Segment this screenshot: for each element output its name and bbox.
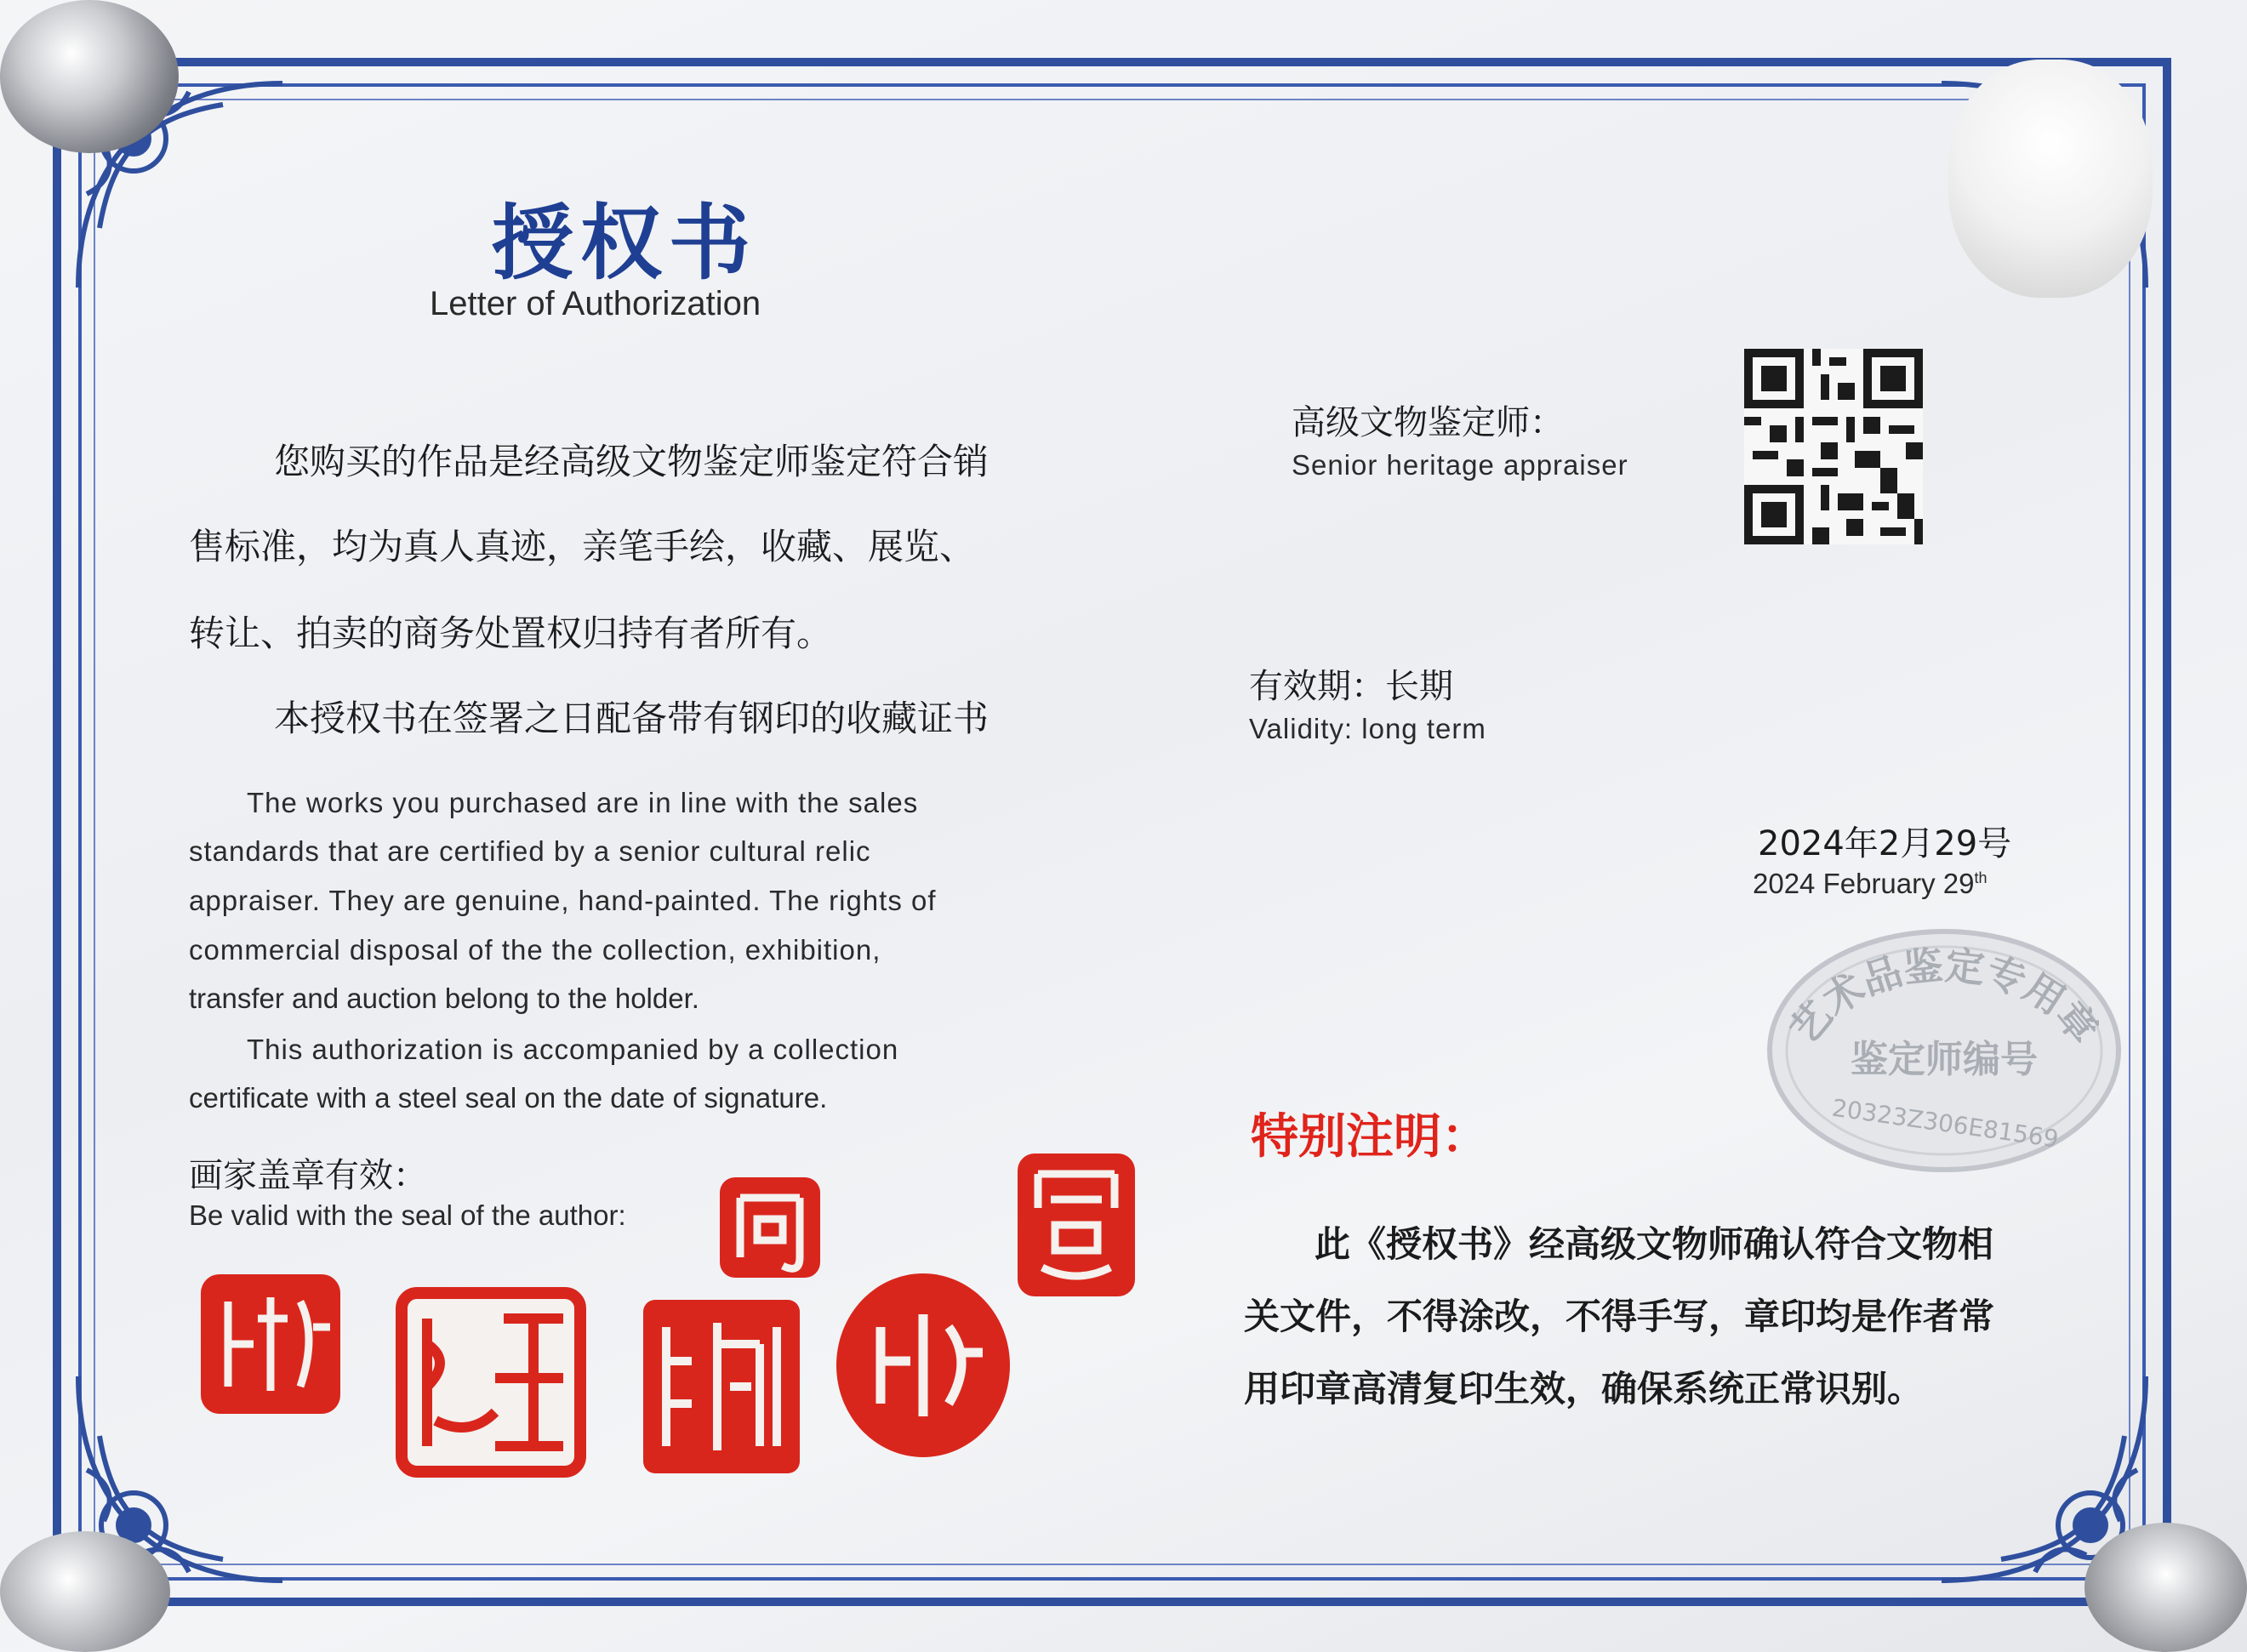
body-en-line: transfer and auction belong to the holder. [189,983,699,1014]
seal-note-en: Be valid with the seal of the author: [189,1199,626,1231]
date-en-suffix: th [1974,869,1988,886]
metal-pin-icon [0,1531,170,1652]
appraiser-label-cn: 高级文物鉴定师： [1292,403,1564,442]
seal-number: 20323Z306E81569 [1830,1093,2061,1154]
validity-label-en: Validity: long term [1249,713,1486,744]
body-en-line: appraiser. They are genuine, hand-painted. The rights of [189,885,937,916]
special-note-line: 关文件，不得涂改，不得手写，章印均是作者常 [1244,1296,1995,1337]
qr-code-icon [1744,349,1923,544]
seal-inner-text: 鉴定师编号 [1851,1038,2038,1081]
date-en [1753,868,1988,900]
metal-pin-icon [2084,1523,2247,1652]
page-title: 授权书 [492,196,757,291]
validity-label-cn: 有效期：长期 [1249,667,1453,706]
artist-seal-icon [194,1267,347,1421]
embossed-steel-seal [1753,902,2136,1174]
date-en-text: 2024 February 29 [1753,868,1975,899]
body-en-line: commercial disposal of the the collection, exhibition, [189,934,881,966]
body-cn-line: 售标准，均为真人真迹，亲笔手绘，收藏、展览、 [189,526,976,567]
metal-pin-icon [0,0,179,153]
seal-outer-text: 艺术品鉴定专用章 [1781,942,2107,1052]
special-note-heading: 特别注明： [1251,1109,1489,1165]
body-en-line: standards that are certified by a senior cultural relic [189,835,871,867]
seal-note-cn: 画家盖章有效： [189,1156,427,1195]
body-cn-line: 您购买的作品是经高级文物鉴定师鉴定符合销 [274,441,989,482]
artist-seal-icon [830,1267,1017,1463]
body-en-line: The works you purchased are in line with the sales [247,787,919,818]
page-subtitle: Letter of Authorization [430,285,761,322]
white-pin-icon [1948,60,2153,298]
special-note-line: 用印章高清复印生效，确保系统正常识别。 [1244,1368,1924,1410]
special-note-line: 此《授权书》经高级文物师确认符合文物相 [1315,1223,1994,1265]
body-en-line: certificate with a steel seal on the date of signature. [189,1082,828,1114]
artist-seal-icon [636,1293,807,1480]
body-cn-line: 本授权书在签署之日配备带有钢印的收藏证书 [274,698,989,739]
body-cn-line: 转让、拍卖的商务处置权归持有者所有。 [189,612,833,654]
artist-seal-icon [1012,1148,1140,1302]
artist-seal-icon [715,1172,825,1283]
appraiser-label-en: Senior heritage appraiser [1292,449,1628,481]
date-cn: 2024年2月29号 [1758,824,2012,863]
artist-seal-icon [393,1285,589,1480]
body-en-line: This authorization is accompanied by a collection [247,1034,899,1065]
